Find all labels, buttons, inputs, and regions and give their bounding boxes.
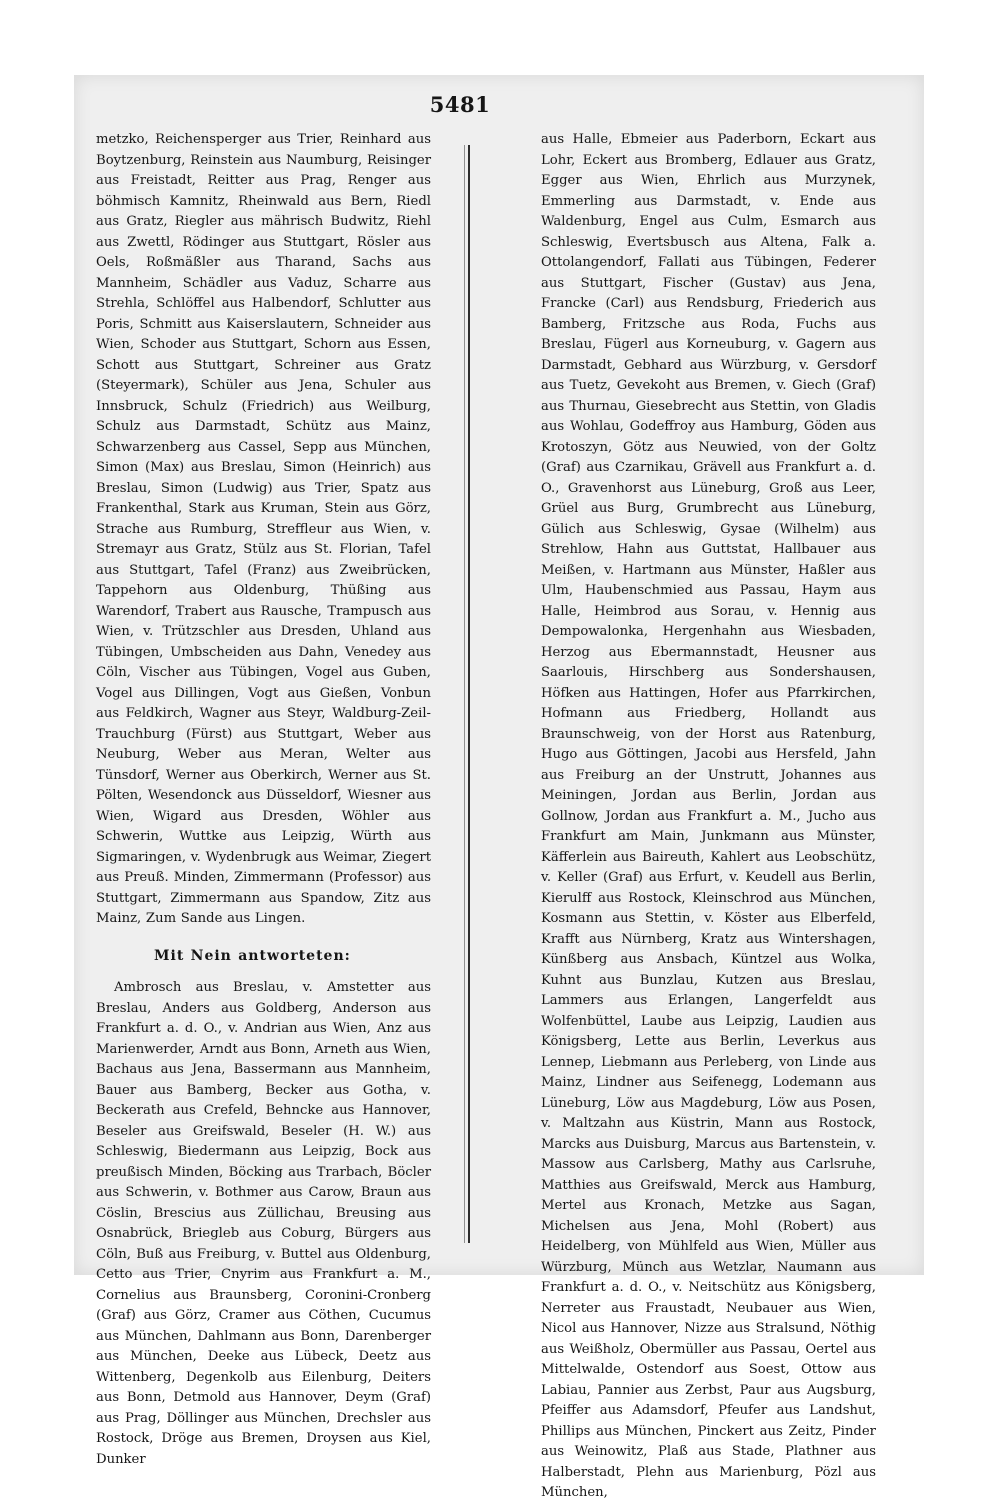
left-column-no-votes-paragraph: Ambrosch aus Breslau, v. Amstetter aus Breslau, Anders aus Goldberg, Anderson aus Frankfurt a. d. O., v. Andrian aus Wien, Anz aus Marienwerder, Arndt aus Bonn, Arneth aus Wien, Bachaus aus Jena, Bassermann aus Mannheim, Bauer aus Bamberg, Becker aus Gotha, v. Beckerath aus Crefeld, Behncke aus Hannover, Beseler aus Greifswald, Beseler (H. W.) aus Schleswig, Biedermann aus Leipzig, Bock aus preußisch Minden, Böcking aus Trarbach, Böcler aus Schwerin, v. Bothmer aus Carow, Braun aus Cöslin, Brescius aus Züllichau, Breusing aus Osnabrück, Briegleb aus Coburg, Bürgers aus Cöln, Buß aus Freiburg, v. Buttel aus Oldenburg, Cetto aus Trier, Cnyrim aus Frankfurt a. M., Cornelius aus Braunsberg, Coronini-Cronberg (Graf) aus Görz, Cramer aus Cöthen, Cucumus aus München, Dahlmann aus Bonn, Darenberger aus München, Deeke aus Lübeck, Deetz aus Wittenberg, Degenkolb aus Eilenburg, Deiters aus Bonn, Detmold aus Hannover, Deym (Graf) aus Prag, Döllinger aus München, Drechsler aus Rostock, Dröge aus Bremen, Droysen aus Kiel, Dunker <box>96 980 431 1467</box>
right-column-paragraph: aus Halle, Ebmeier aus Paderborn, Eckart aus Lohr, Eckert aus Bromberg, Edlauer aus Gratz, Egger aus Wien, Ehrlich aus Murzynek, Emmerling aus Darmstadt, v. Ende aus Waldenburg, Engel aus Culm, Esmarch aus Schleswig, Evertsbusch aus Altena, Falk a. Ottolangendorf, Fallati aus Tübingen, Federer aus Stuttgart, Fischer (Gustav) aus Jena, Francke (Carl) aus Rendsburg, Friederich aus Bamberg, Fritzsche aus Roda, Fuchs aus Breslau, Fügerl aus Korneuburg, v. Gagern aus Darmstadt, Gebhard aus Würzburg, v. Gersdorf aus Tuetz, Gevekoht aus Bremen, v. Giech (Graf) aus Thurnau, Giesebrecht aus Stettin, von Gladis aus Wohlau, Godeffroy aus Hamburg, Göden aus Krotoszyn, Götz aus Neuwied, von der Goltz (Graf) aus Czarnikau, Grävell aus Frankfurt a. d. O., Gravenhorst aus Lüneburg, Groß aus Leer, Grüel aus Burg, Grumbrecht aus Lüneburg, Gülich aus Schleswig, Gysae (Wilhelm) aus Strehlow, Hahn aus Guttstat, Hallbauer aus Meißen, v. Hartmann aus Münster, Haßler aus Ulm, Haubenschmied aus Passau, Haym aus Halle, Heimbrod aus Sorau, v. Hennig aus Dempowalonka, Hergenhahn aus Wiesbaden, Herzog aus Ebermannstadt, Heusner aus Saarlouis, Hirschberg aus Sondershausen, Höfken aus Hattingen, Hofer aus Pfarrkirchen, Hofmann aus Friedberg, Hollandt aus Braunschweig, von der Horst aus Ratenburg, Hugo aus Göttingen, Jacobi aus Hersfeld, Jahn aus Freiburg an der Unstrutt, Johannes aus Meiningen, Jordan aus Berlin, Jordan aus Gollnow, Jordan aus Frankfurt a. M., Jucho aus Frankfurt am Main, Junkmann aus Münster, Käfferlein aus Baireuth, Kahlert aus Leobschütz, v. Keller (Graf) aus Erfurt, v. Keudell aus Berlin, Kierulff aus Rostock, Kleinschrod aus München, Kosmann aus Stettin, v. Köster aus Elberfeld, Krafft aus Nürnberg, Kratz aus Wintershagen, Künßberg aus Ansbach, Küntzel aus Wolka, Kuhnt aus Bunzlau, Kutzen aus Breslau, Lammers aus Erlangen, Langerfeldt aus Wolfenbüttel, Laube aus Leipzig, Laudien aus Königsberg, Lette aus Berlin, Leverkus aus Lennep, Liebmann aus Perleberg, von Linde aus Mainz, Lindner aus Seifenegg, Lodemann aus Lüneburg, Löw aus Magdeburg, Löw aus Posen, v. Maltzahn aus Küstrin, Mann aus Rostock, Marcks aus Duisburg, Marcus aus Bartenstein, v. Massow aus Carlsberg, Mathy aus Carlsruhe, Matthies aus Greifswald, Merck aus Hamburg, Mertel aus Kronach, Metzke aus Sagan, Michelsen aus Jena, Mohl (Robert) aus Heidelberg, von Mühlfeld aus Wien, Müller aus Würzburg, Münch aus Wetzlar, Naumann aus Frankfurt a. d. O., v. Neitschütz aus Königsberg, Nerreter aus Fraustadt, Neubauer aus Wien, Nicol aus Hannover, Nizze aus Stralsund, Nöthig aus Weißholz, Obermüller aus Passau, Oertel aus Mittelwalde, Ostendorf aus Soest, Ottow aus Labiau, Pannier aus Zerbst, Paur aus Augsburg, Pfeiffer aus Adamsdorf, Pfeufer aus Landshut, Phillips aus München, Pinckert aus Zeitz, Pinder aus Weinowitz, Plaß aus Stade, Plathner aus Halberstadt, Plehn aus Marienburg, Pözl aus München, <box>541 132 876 1500</box>
right-column <box>541 130 876 1504</box>
page-number: 5481 <box>429 92 491 117</box>
left-column-opening-paragraph: metzko, Reichensperger aus Trier, Reinhard aus Boytzenburg, Reinstein aus Naumburg, Reisinger aus Freistadt, Reitter aus Prag, Renger aus böhmisch Kamnitz, Rheinwald aus Bern, Riedl aus Gratz, Riegler aus mährisch Budwitz, Riehl aus Zwettl, Rödinger aus Stuttgart, Rösler aus Oels, Roßmäßler aus Tharand, Sachs aus Mannheim, Schädler aus Vaduz, Scharre aus Strehla, Schlöffel aus Halbendorf, Schlutter aus Poris, Schmitt aus Kaiserslautern, Schneider aus Wien, Schoder aus Stuttgart, Schorn aus Essen, Schott aus Stuttgart, Schreiner aus Gratz (Steyermark), Schüler aus Jena, Schuler aus Innsbruck, Schulz (Friedrich) aus Weilburg, Schulz aus Darmstadt, Schütz aus Mainz, Schwarzenberg aus Cassel, Sepp aus München, Simon (Max) aus Breslau, Simon (Heinrich) aus Breslau, Simon (Ludwig) aus Trier, Spatz aus Frankenthal, Stark aus Kruman, Stein aus Görz, Strache aus Rumburg, Streffleur aus Wien, v. Stremayr aus Gratz, Stülz aus St. Florian, Tafel aus Stuttgart, Tafel (Franz) aus Zweibrücken, Tappehorn aus Oldenburg, Thüßing aus Warendorf, Trabert aus Rausche, Trampusch aus Wien, v. Trützschler aus Dresden, Uhland aus Tübingen, Umbscheiden aus Dahn, Venedey aus Cöln, Vischer aus Tübingen, Vogel aus Guben, Vogel aus Dillingen, Vogt aus Gießen, Vonbun aus Feldkirch, Wagner aus Steyr, Waldburg-Zeil-Trauchburg (Fürst) aus Stuttgart, Weber aus Neuburg, Weber aus Meran, Welter aus Tünsdorf, Werner aus Oberkirch, Werner aus St. Pölten, Wesendonck aus Düsseldorf, Wiesner aus Wien, Wigard aus Dresden, Wöhler aus Schwerin, Wuttke aus Leipzig, Würth aus Sigmaringen, v. Wydenbrugk aus Weimar, Ziegert aus Preuß. Minden, Zimmermann (Professor) aus Stuttgart, Zimmermann aus Spandow, Zitz aus Mainz, Zum Sande aus Lingen. <box>96 132 431 926</box>
column-divider <box>468 145 470 1243</box>
left-column <box>96 130 431 1470</box>
section-heading-no-votes: Mit Nein antworteten: <box>154 947 351 964</box>
